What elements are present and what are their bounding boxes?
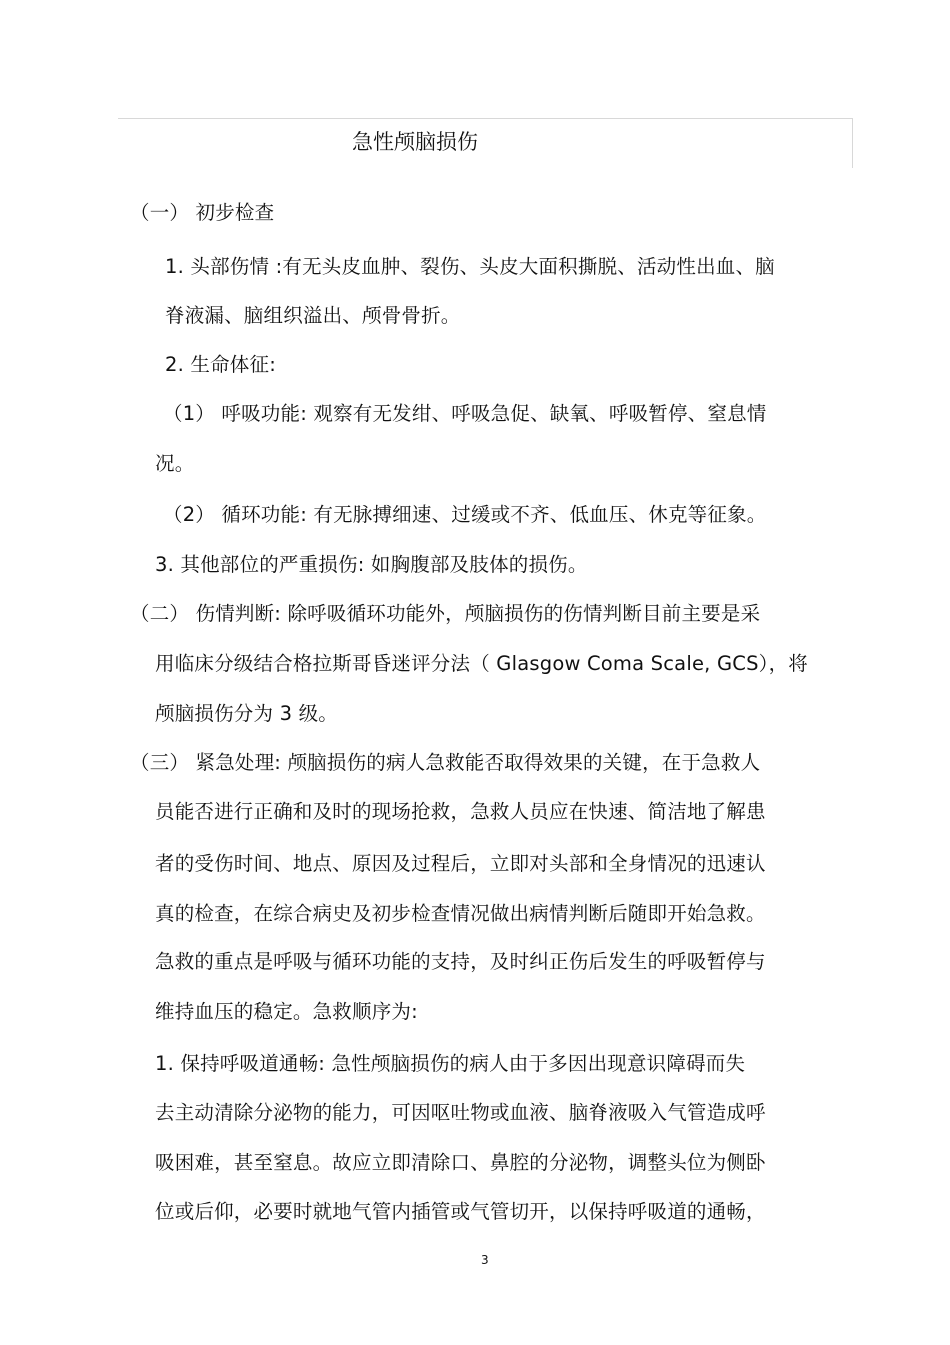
document-title: 急性颅脑损伤 [352, 130, 478, 154]
paragraph-line: 况。 [155, 452, 195, 475]
page-number: 3 [481, 1253, 489, 1267]
paragraph-line: （2） 循环功能: 有无脉搏细速、过缓或不齐、低血压、休克等征象。 [163, 503, 767, 526]
paragraph-line: （1） 呼吸功能: 观察有无发绀、呼吸急促、缺氧、呼吸暂停、窒息情 [163, 402, 767, 425]
section-3-heading: （三） 紧急处理: 颅脑损伤的病人急救能否取得效果的关键，在于急救人 [130, 751, 761, 774]
section-1-heading: （一） 初步检查 [130, 201, 275, 224]
paragraph-line: 真的检查，在综合病史及初步检查情况做出病情判断后随即开始急救。 [155, 902, 766, 925]
paragraph-line: 者的受伤时间、地点、原因及过程后，立即对头部和全身情况的迅速认 [155, 852, 766, 875]
paragraph-line: 用临床分级结合格拉斯哥昏迷评分法（ Glasgow Coma Scale, GCS），将 [155, 652, 808, 675]
paragraph-line: 员能否进行正确和及时的现场抢救，急救人员应在快速、简洁地了解患 [155, 800, 766, 823]
paragraph-line: 急救的重点是呼吸与循环功能的支持，及时纠正伤后发生的呼吸暂停与 [155, 950, 766, 973]
paragraph-line: 去主动清除分泌物的能力，可因呕吐物或血液、脑脊液吸入气管造成呼 [155, 1101, 766, 1124]
paragraph-line: 1. 头部伤情 :有无头皮血肿、裂伤、头皮大面积撕脱、活动性出血、脑 [165, 255, 775, 278]
paragraph-line: 脊液漏、脑组织溢出、颅骨骨折。 [165, 304, 461, 327]
paragraph-line: 1. 保持呼吸道通畅: 急性颅脑损伤的病人由于多因出现意识障碍而失 [155, 1052, 746, 1075]
section-2-heading: （二） 伤情判断: 除呼吸循环功能外，颅脑损伤的伤情判断目前主要是采 [130, 602, 761, 625]
paragraph-line: 位或后仰，必要时就地气管内插管或气管切开，以保持呼吸道的通畅， [155, 1200, 766, 1223]
paragraph-line: 维持血压的稳定。急救顺序为: [155, 1000, 418, 1023]
paragraph-line: 3. 其他部位的严重损伤: 如胸腹部及肢体的损伤。 [155, 553, 588, 576]
header-vertical-rule [852, 118, 853, 168]
header-rule [118, 118, 853, 119]
paragraph-line: 吸困难，甚至窒息。故应立即清除口、鼻腔的分泌物，调整头位为侧卧 [155, 1151, 766, 1174]
paragraph-line: 2. 生命体征: [165, 353, 276, 376]
paragraph-line: 颅脑损伤分为 3 级。 [155, 702, 339, 725]
